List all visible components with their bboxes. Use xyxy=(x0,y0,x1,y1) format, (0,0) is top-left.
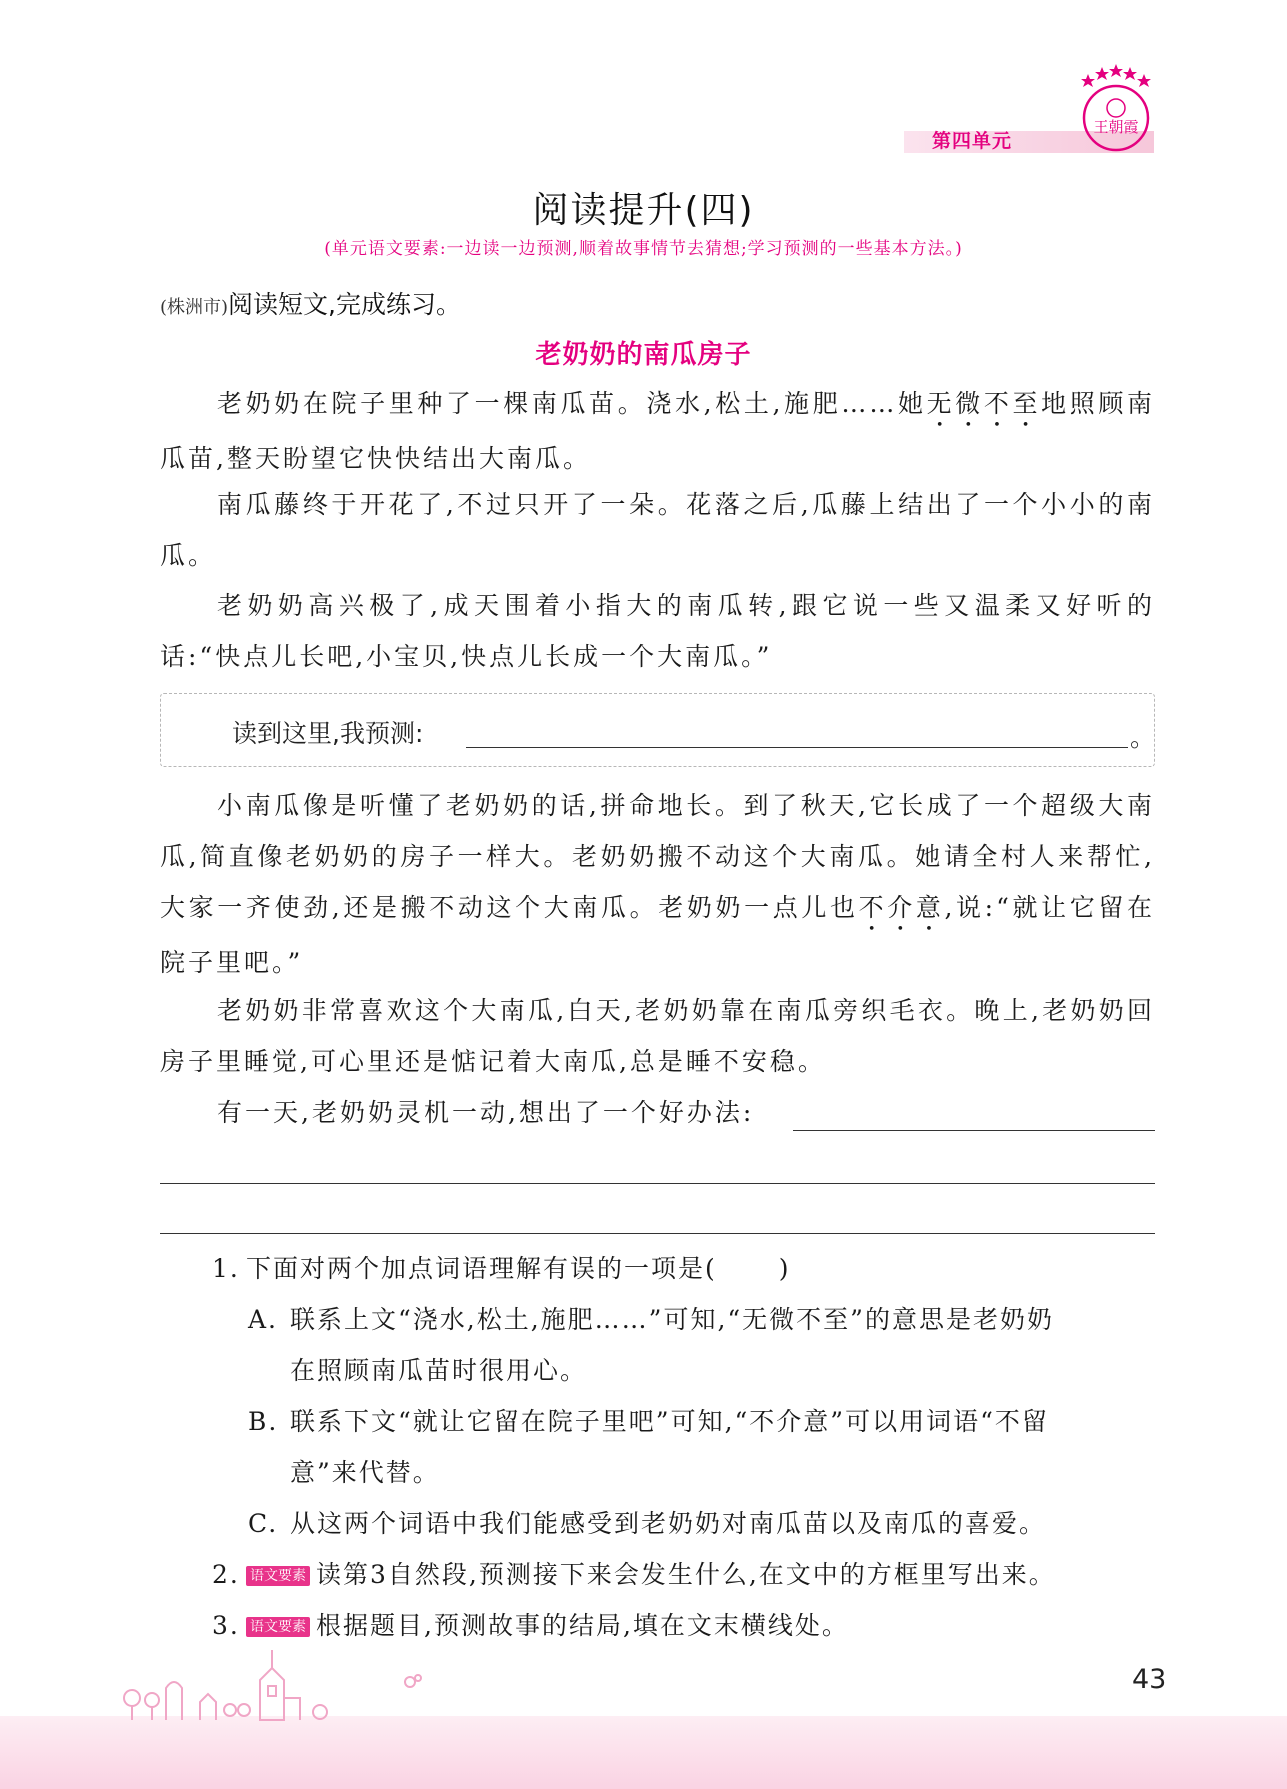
prediction-label: 读到这里,我预测: xyxy=(232,719,424,748)
element-tag: 语文要素 xyxy=(246,1617,310,1637)
brand-logo xyxy=(1074,62,1158,158)
option-a-cont: 在照顾南瓜苗时很用心。 xyxy=(290,1356,588,1385)
reading-instruction xyxy=(160,285,461,321)
story-paragraph-6: 有一天,老奶奶灵机一动,想出了一个好办法: xyxy=(217,1098,755,1127)
ending-answer-line-2[interactable] xyxy=(160,1183,1155,1184)
page-title: 阅读提升(四) xyxy=(532,190,755,231)
option-a: A. 联系上文“浇水,松土,施肥……”可知,“无微不至”的意思是老奶奶 xyxy=(248,1305,1054,1334)
story-paragraph-5: 老奶奶非常喜欢这个大南瓜,白天,老奶奶靠在南瓜旁织毛衣。晚上,老奶奶回房子里睡觉,可心里还是惦记着大南瓜,总是睡不安稳。 xyxy=(160,996,1155,1076)
option-c: C. 从这两个词语中我们能感受到老奶奶对南瓜苗以及南瓜的喜爱。 xyxy=(248,1509,1047,1538)
prediction-answer-line[interactable] xyxy=(466,747,1128,748)
question-3: 3. 语文要素 根据题目,预测故事的结局,填在文末横线处。 xyxy=(212,1611,849,1640)
story-paragraph-3: 老奶奶高兴极了,成天围着小指大的南瓜转,跟它说一些又温柔又好听的话:“快点儿长吧,小宝贝,快点儿长成一个大南瓜。” xyxy=(160,591,1155,671)
footer-band xyxy=(0,1716,1287,1789)
story-paragraph-2: 南瓜藤终于开花了,不过只开了一朵。花落之后,瓜藤上结出了一个小小的南瓜。 xyxy=(160,490,1155,570)
source-label: (株洲市) xyxy=(160,297,229,318)
prediction-period: 。 xyxy=(1130,723,1156,752)
question-1: 1. 下面对两个加点词语理解有误的一项是( ) xyxy=(212,1254,791,1283)
castle-decoration-icon xyxy=(120,1640,450,1722)
dotted-word-2: 不介意 xyxy=(858,893,945,922)
option-b-cont: 意”来代替。 xyxy=(290,1458,440,1487)
story-paragraph-4: 小南瓜像是听懂了老奶奶的话,拼命地长。到了秋天,它长成了一个超级大南瓜,简直像老奶奶的房子一样大。老奶奶搬不动这个大南瓜。她请全村人来帮忙,大家一齐使劲,还是搬不动这个大南瓜。老奶奶一点儿也不介意,说:“就让它留在院子里吧。” xyxy=(160,791,1155,977)
svg-text:王朝霞: 王朝霞 xyxy=(1093,118,1139,136)
page-number: 43 xyxy=(1132,1664,1167,1695)
story-title: 老奶奶的南瓜房子 xyxy=(535,340,752,370)
instruction-text: 阅读短文,完成练习。 xyxy=(228,290,461,319)
story-paragraph-1: 老奶奶在院子里种了一棵南瓜苗。浇水,松土,施肥……她无微不至地照顾南瓜苗,整天盼望它快快结出大南瓜。 xyxy=(160,389,1155,473)
dotted-word-1: 无微不至 xyxy=(926,389,1042,418)
question-2: 2. 语文要素 读第3自然段,预测接下来会发生什么,在文中的方框里写出来。 xyxy=(212,1560,1056,1589)
option-b: B. 联系下文“就让它留在院子里吧”可知,“不介意”可以用词语“不留 xyxy=(248,1407,1049,1436)
unit-goal-subtitle: (单元语文要素:一边读一边预测,顺着故事情节去猜想;学习预测的一些基本方法。) xyxy=(324,239,963,259)
unit-label: 第四单元 xyxy=(932,130,1013,152)
ending-answer-line-3[interactable] xyxy=(160,1233,1155,1234)
element-tag: 语文要素 xyxy=(246,1566,310,1586)
ending-answer-line-1[interactable] xyxy=(793,1130,1155,1131)
